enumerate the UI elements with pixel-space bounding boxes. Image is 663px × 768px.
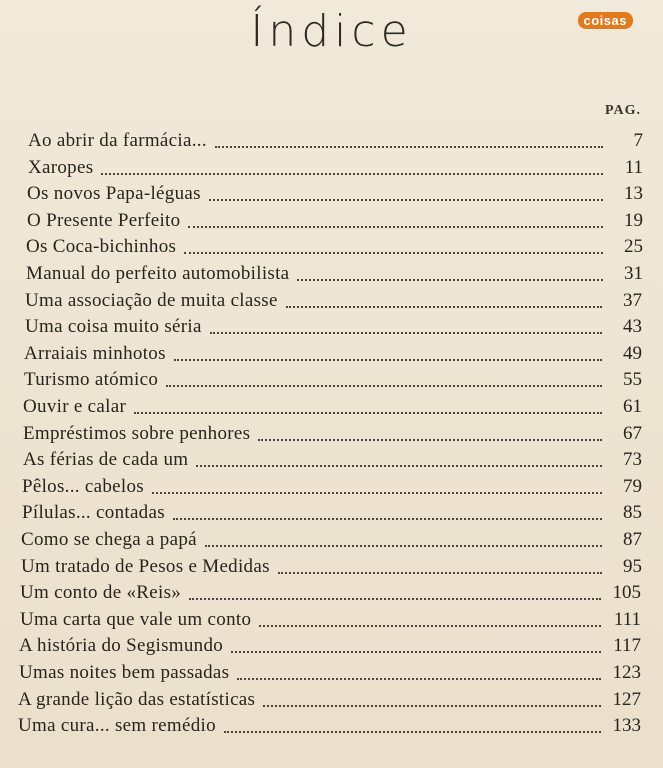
toc-entry-title: Como se chega a papá — [21, 529, 197, 550]
toc-entry — [20, 578, 641, 604]
toc-entry-title: Turismo atómico — [24, 369, 159, 390]
dot-leader — [237, 678, 601, 680]
toc-entry — [21, 552, 642, 578]
dot-leader — [286, 306, 602, 308]
toc-entry-title: Uma associação de muita classe — [25, 290, 278, 311]
page-column-header: PAG. — [604, 103, 641, 118]
toc-entry-page-number: 61 — [623, 396, 642, 417]
toc-entry-title: Os novos Papa-léguas — [27, 183, 201, 204]
dot-leader — [297, 279, 603, 281]
toc-entry-page-number: 85 — [623, 502, 642, 523]
toc-entry — [24, 339, 642, 365]
toc-entry — [22, 472, 642, 498]
toc-entry-title: Manual do perfeito automobilista — [26, 263, 290, 284]
dot-leader — [166, 385, 602, 387]
toc-entry-page-number: 67 — [623, 423, 642, 444]
dot-leader — [263, 705, 601, 707]
dot-leader — [224, 731, 601, 733]
dot-leader — [189, 598, 601, 600]
dot-leader — [205, 545, 602, 547]
toc-entry-page-number: 13 — [624, 183, 643, 204]
toc-entry — [21, 525, 642, 551]
toc-entry — [27, 206, 643, 232]
dot-leader — [174, 359, 602, 361]
toc-entry — [27, 179, 643, 205]
toc-entry-page-number: 111 — [613, 609, 641, 630]
toc-entry — [26, 232, 643, 258]
toc-entry-title: Um conto de «Reis» — [20, 582, 182, 603]
toc-entry — [23, 445, 642, 471]
toc-entry — [18, 685, 641, 711]
page-title: Índice — [250, 6, 413, 57]
dot-leader — [101, 173, 603, 175]
toc-entry-page-number: 133 — [612, 715, 641, 736]
toc-entry-page-number: 25 — [624, 236, 643, 257]
toc-entry-title: Ouvir e calar — [23, 396, 127, 417]
toc-entry-page-number: 31 — [624, 263, 643, 284]
toc-entry-title: Xaropes — [28, 157, 94, 178]
toc-entry-page-number: 123 — [612, 662, 641, 683]
toc-entry-title: A grande lição das estatísticas — [18, 689, 256, 710]
toc-entry-page-number: 49 — [623, 343, 642, 364]
toc-entry-title: Pílulas... contadas — [22, 502, 165, 523]
toc-entry-title: Umas noites bem passadas — [19, 662, 230, 683]
toc-entry — [25, 312, 642, 338]
toc-entry-page-number: 43 — [623, 316, 642, 337]
toc-entry — [28, 126, 643, 152]
toc-entry-title: Um tratado de Pesos e Medidas — [21, 556, 270, 577]
toc-entry-page-number: 117 — [613, 635, 641, 656]
toc-entry-title: Uma coisa muito séria — [25, 316, 202, 337]
dot-leader — [278, 572, 602, 574]
dot-leader — [184, 252, 603, 254]
toc-entry — [22, 498, 642, 524]
toc-entry-page-number: 105 — [612, 582, 641, 603]
toc-entry — [19, 631, 641, 657]
dot-leader — [258, 439, 602, 441]
toc-entry — [23, 419, 642, 445]
toc-entry — [19, 658, 641, 684]
dot-leader — [210, 332, 602, 334]
dot-leader — [259, 625, 601, 627]
toc-entry-page-number: 7 — [633, 130, 643, 151]
toc-entry — [28, 153, 643, 179]
toc-entry-title: Uma carta que vale um conto — [20, 609, 252, 630]
toc-entry — [18, 711, 641, 737]
toc-entry-page-number: 127 — [612, 689, 641, 710]
dot-leader — [152, 492, 602, 494]
dot-leader — [134, 412, 602, 414]
toc-entry-page-number: 87 — [623, 529, 642, 550]
dot-leader — [173, 518, 602, 520]
dot-leader — [196, 465, 602, 467]
toc-entry-title: Pêlos... cabelos — [22, 476, 144, 497]
toc-entry — [24, 365, 642, 391]
toc-entry — [25, 286, 642, 312]
dot-leader — [209, 199, 603, 201]
toc-entry-title: As férias de cada um — [23, 449, 189, 470]
toc-entry-page-number: 73 — [623, 449, 642, 470]
toc-entry-page-number: 79 — [623, 476, 642, 497]
dot-leader — [188, 226, 603, 228]
toc-entry-title: Arraiais minhotos — [24, 343, 166, 364]
toc-entry-title: O Presente Perfeito — [27, 210, 181, 231]
toc-entry-page-number: 55 — [623, 369, 642, 390]
toc-entry-page-number: 37 — [623, 290, 642, 311]
toc-entry-page-number: 19 — [624, 210, 643, 231]
dot-leader — [231, 651, 601, 653]
toc-entry-page-number: 95 — [623, 556, 642, 577]
toc-entry-page-number: 11 — [624, 157, 643, 178]
toc-entry — [23, 392, 642, 418]
toc-entry-title: Os Coca-bichinhos — [26, 236, 177, 257]
toc-entry — [26, 259, 643, 285]
toc-entry-title: Empréstimos sobre penhores — [23, 423, 251, 444]
toc-entry-title: Uma cura... sem remédio — [18, 715, 216, 736]
toc-entry-title: A história do Segismundo — [19, 635, 224, 656]
watermark-badge: coisas — [578, 12, 633, 29]
toc-entry-title: Ao abrir da farmácia... — [28, 130, 207, 151]
toc-entry — [20, 605, 641, 631]
dot-leader — [215, 146, 603, 148]
